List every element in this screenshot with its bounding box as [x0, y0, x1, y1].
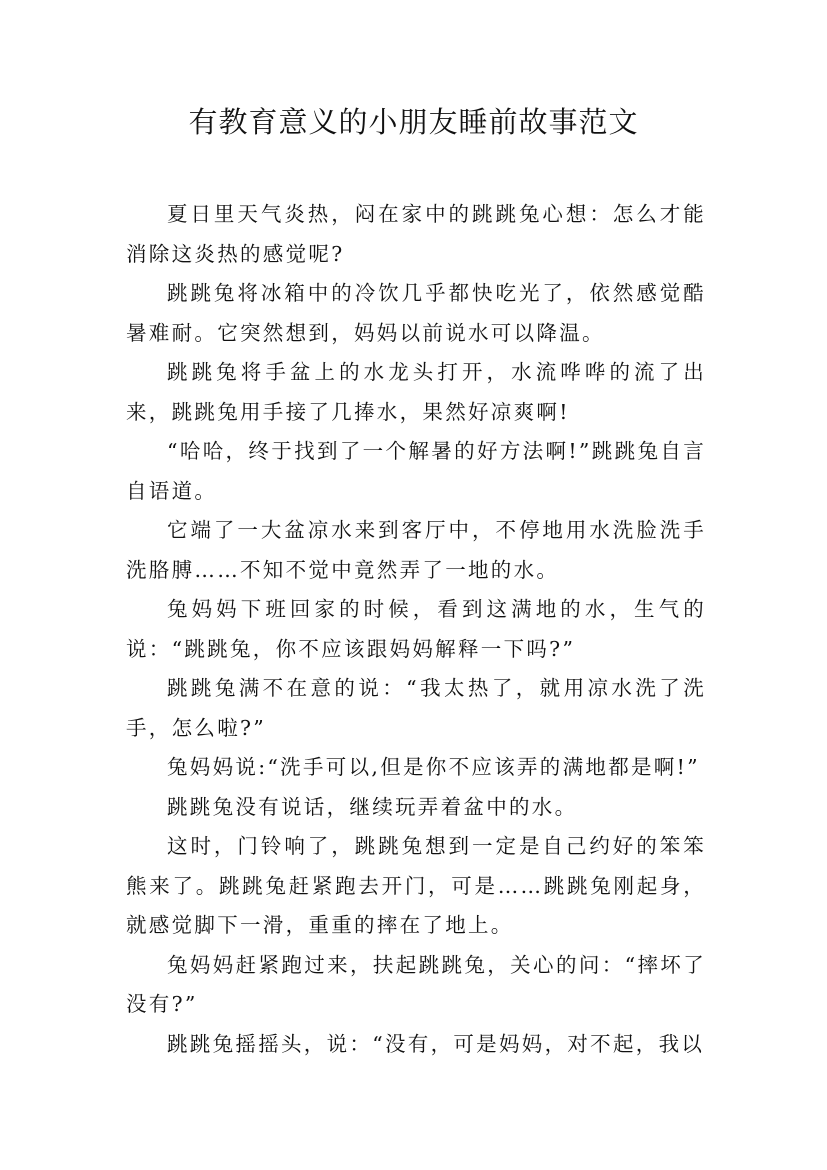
paragraph: 夏日里天气炎热，闷在家中的跳跳兔心想：怎么才能消除这炎热的感觉呢? [126, 202, 706, 266]
document-title: 有教育意义的小朋友睡前故事范文 [188, 105, 639, 139]
paragraph: 跳跳兔将冰箱中的冷饮几乎都快吃光了，依然感觉酷暑难耐。它突然想到，妈妈以前说水可以降温。 [126, 281, 706, 345]
paragraph: 跳跳兔满不在意的说：“我太热了，就用凉水洗了洗手，怎么啦?” [126, 676, 706, 740]
paragraph: 它端了一大盆凉水来到客厅中，不停地用水洗脸洗手洗胳膊……不知不觉中竟然弄了一地的水。 [126, 518, 706, 582]
paragraph: 兔妈妈赶紧跑过来，扶起跳跳兔，关心的问：“摔坏了没有?” [126, 952, 706, 1016]
paragraph: 跳跳兔将手盆上的水龙头打开，水流哗哗的流了出来，跳跳兔用手接了几捧水，果然好凉爽啊! [126, 360, 706, 424]
paragraph: 这时，门铃响了，跳跳兔想到一定是自己约好的笨笨熊来了。跳跳兔赶紧跑去开门，可是……跳跳兔刚起身，就感觉脚下一滑，重重的摔在了地上。 [126, 834, 706, 937]
paragraph: 兔妈妈说:“洗手可以,但是你不应该弄的满地都是啊!” [167, 755, 700, 779]
paragraph: “哈哈，终于找到了一个解暑的好方法啊!”跳跳兔自言自语道。 [126, 439, 706, 503]
paragraph: 跳跳兔摇摇头，说：“没有，可是妈妈，对不起，我以 [167, 1031, 705, 1056]
paragraph: 跳跳兔没有说话，继续玩弄着盆中的水。 [167, 794, 578, 819]
document-body [126, 195, 706, 1064]
paragraph: 兔妈妈下班回家的时候，看到这满地的水，生气的说：“跳跳兔，你不应该跟妈妈解释一下吗?” [126, 597, 706, 661]
